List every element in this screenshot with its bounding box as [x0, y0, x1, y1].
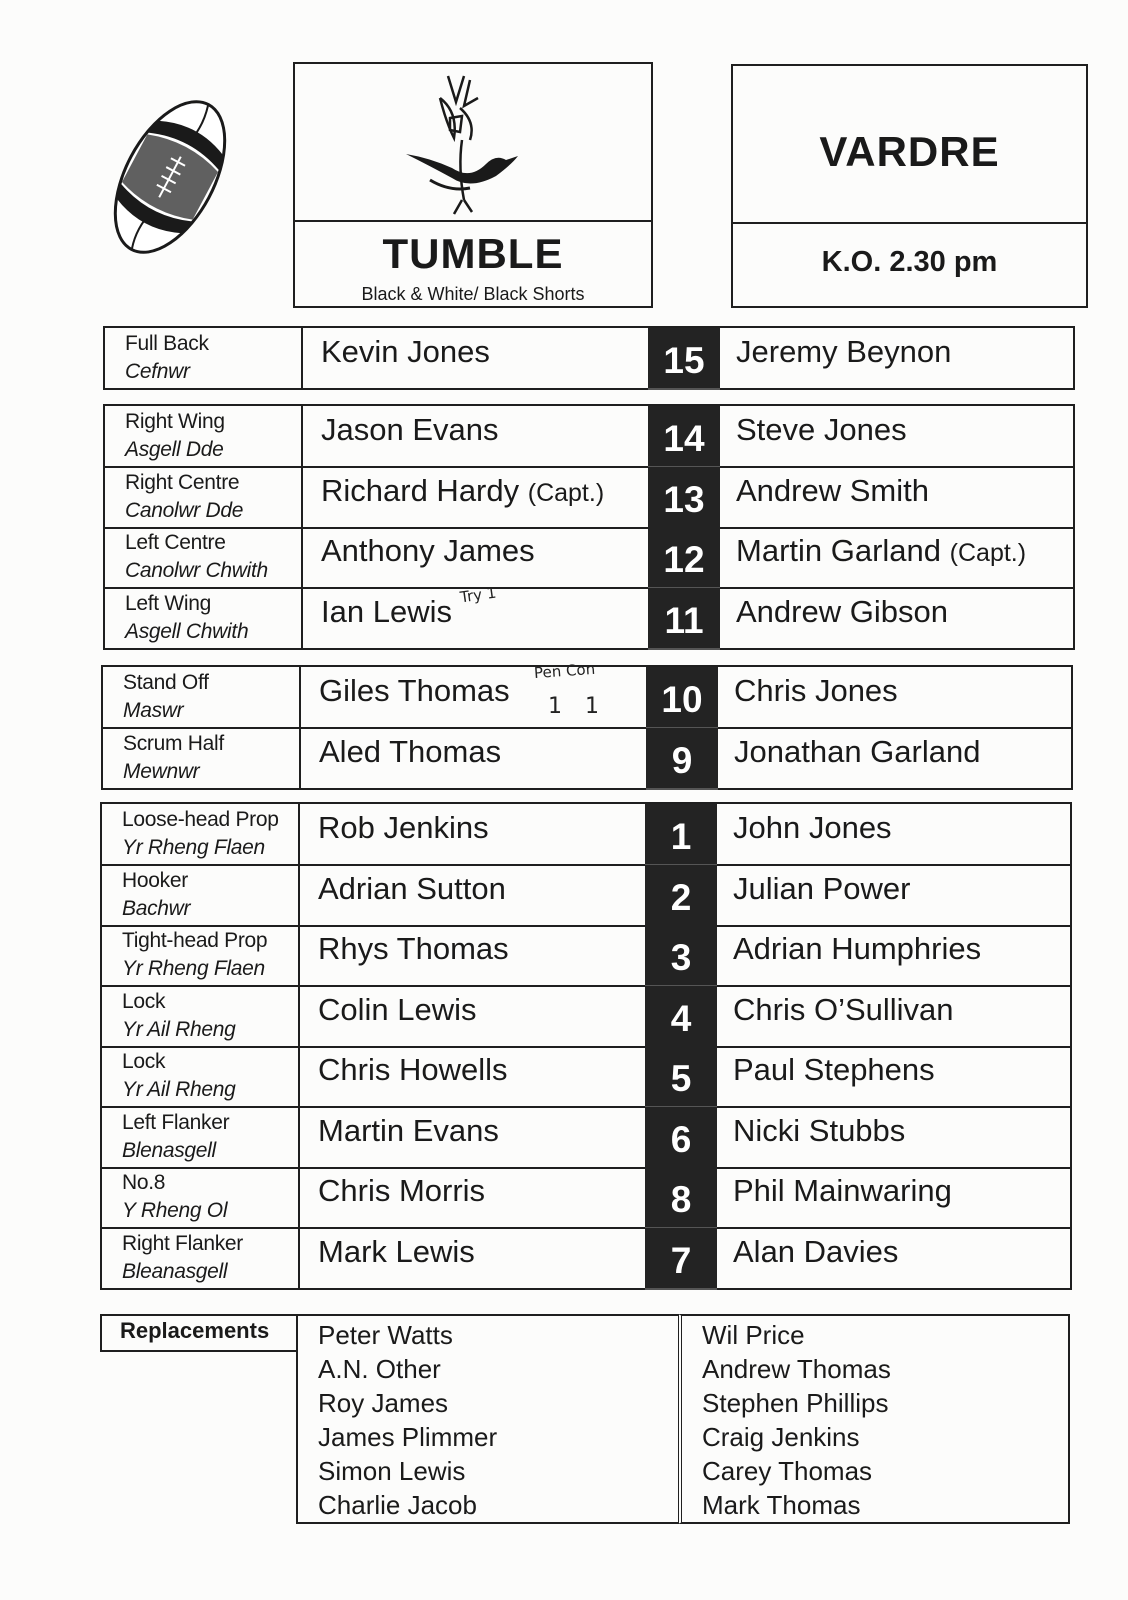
kickoff-time: K.O. 2.30 pm: [821, 246, 998, 278]
jersey-number: 13: [648, 467, 720, 529]
lineup-row: [100, 1167, 1072, 1229]
home-replacement-player: Roy James: [318, 1388, 449, 1418]
position-english: Right Flanker: [122, 1231, 243, 1255]
jersey-number: 3: [645, 925, 717, 987]
lineup-row: [100, 925, 1072, 987]
away-player-name: Chris O’Sullivan: [733, 991, 954, 1027]
away-replacements-box: [678, 1314, 1070, 1524]
handwritten-pen-con-note: Pen Con: [533, 659, 596, 683]
jersey-number: 10: [646, 667, 718, 729]
home-player-name: Chris Morris: [318, 1173, 486, 1208]
home-player: [303, 406, 648, 468]
lineup-row: [103, 588, 1075, 650]
jersey-number: 8: [645, 1167, 717, 1229]
position-welsh: Blenasgell: [122, 1138, 216, 1162]
home-player: [303, 527, 648, 589]
away-player-name: Alan Davies: [733, 1233, 899, 1269]
position-english: No.8: [122, 1171, 166, 1194]
lineup-row: [100, 986, 1072, 1048]
jersey-number: 9: [646, 728, 718, 790]
lineup-row: [100, 1107, 1072, 1169]
lineup-row: [103, 527, 1075, 589]
home-player-name: Colin Lewis: [318, 991, 477, 1027]
position-cell: [103, 406, 303, 468]
home-player: [300, 1167, 645, 1229]
position-cell: [100, 865, 300, 927]
jersey-number: 14: [648, 406, 720, 468]
home-team-header: [293, 62, 653, 308]
position-english: Right Wing: [125, 410, 225, 433]
away-replacement-player: Mark Thomas: [702, 1490, 861, 1520]
jersey-number: 2: [645, 865, 717, 927]
handwritten-try-note: Try 1: [458, 583, 498, 607]
position-welsh: Canolwr Dde: [125, 498, 244, 522]
position-cell: [100, 1046, 300, 1108]
away-player: [717, 1046, 1072, 1108]
position-cell: [100, 1167, 300, 1229]
lineup-row: [100, 865, 1072, 927]
jersey-number: 4: [645, 986, 717, 1048]
away-player-name: Nicki Stubbs: [733, 1112, 906, 1148]
position-welsh: Yr Rheng Flaen: [122, 957, 265, 980]
position-welsh: Y Rheng Ol: [122, 1199, 228, 1222]
home-team-colours: Black & White/ Black Shorts: [361, 284, 585, 304]
home-player: [303, 467, 648, 529]
lineup-row: [100, 1228, 1072, 1290]
away-team-header: [731, 64, 1088, 308]
position-cell: [103, 328, 303, 390]
position-english: Right Centre: [125, 470, 240, 494]
position-english: Lock: [122, 989, 166, 1013]
jersey-number: 12: [648, 527, 720, 589]
position-cell: [100, 986, 300, 1048]
home-replacement-player: Peter Watts: [318, 1320, 453, 1350]
lineup-row: [103, 406, 1075, 468]
home-player-name: Chris Howells: [318, 1052, 508, 1087]
home-player-name: Martin Evans: [318, 1112, 499, 1148]
home-replacement-player: James Plimmer: [318, 1422, 498, 1452]
away-player: [720, 527, 1075, 589]
away-player-name: Chris Jones: [734, 673, 898, 708]
position-welsh: Cefnwr: [125, 360, 190, 383]
away-player-name: Andrew Smith: [736, 472, 929, 508]
position-welsh: Asgell Dde: [125, 438, 224, 461]
home-player: [300, 1107, 645, 1169]
away-player-name: John Jones: [733, 810, 892, 845]
away-player-name: Jonathan Garland: [734, 733, 981, 769]
away-player-name: Paul Stephens: [733, 1052, 935, 1087]
away-replacement-player: Wil Price: [702, 1320, 805, 1350]
away-player-name: Andrew Gibson: [736, 593, 948, 629]
position-cell: [100, 1107, 300, 1169]
jersey-number: 7: [645, 1228, 717, 1290]
home-captain-mark: (Capt.): [527, 478, 605, 507]
position-english: Left Wing: [125, 591, 212, 615]
position-english: Tight-head Prop: [122, 929, 268, 952]
away-replacement-player: Carey Thomas: [702, 1456, 873, 1486]
replacements-title: Replacements: [120, 1318, 270, 1343]
away-player-name: Adrian Humphries: [733, 931, 982, 966]
position-english: Hooker: [122, 868, 188, 892]
home-replacement-player: A.N. Other: [318, 1354, 441, 1384]
away-player: [717, 986, 1072, 1048]
away-replacement-player: Craig Jenkins: [702, 1422, 860, 1452]
home-player: [300, 1228, 645, 1290]
position-cell: [100, 804, 300, 866]
away-player: [720, 588, 1075, 650]
away-player-name: Phil Mainwaring: [733, 1173, 952, 1208]
position-cell: [100, 925, 300, 987]
home-player-name: Ian Lewis: [321, 593, 452, 629]
lineup-row: [100, 1046, 1072, 1108]
lineup-row: [103, 467, 1075, 529]
home-player-name: Richard Hardy: [321, 472, 520, 508]
position-welsh: Yr Ail Rheng: [122, 1017, 236, 1041]
position-welsh: Bleanasgell: [122, 1259, 228, 1283]
position-cell: [103, 588, 303, 650]
position-welsh: Canolwr Chwith: [125, 559, 268, 582]
home-player-name: Giles Thomas: [319, 673, 510, 708]
away-player: [718, 728, 1073, 790]
away-player: [720, 406, 1075, 468]
away-player: [717, 1228, 1072, 1290]
handwritten-pen-con-tally: 1 1: [548, 694, 599, 719]
replacements-label: [100, 1314, 298, 1352]
away-player-name: Martin Garland: [736, 533, 942, 568]
position-cell: [100, 1228, 300, 1290]
home-player-name: Aled Thomas: [319, 733, 502, 769]
position-english: Lock: [122, 1050, 166, 1073]
home-player: [303, 328, 648, 390]
home-player-name: Anthony James: [321, 533, 535, 568]
position-cell: [103, 527, 303, 589]
away-player-name: Julian Power: [733, 870, 911, 906]
away-player: [720, 467, 1075, 529]
jersey-number: 5: [645, 1046, 717, 1108]
home-player: [300, 925, 645, 987]
home-player-name: Jason Evans: [321, 412, 499, 447]
home-player-name: Adrian Sutton: [318, 870, 506, 906]
home-player: [300, 986, 645, 1048]
home-player: [301, 728, 646, 790]
away-player: [720, 328, 1075, 390]
jersey-number: 6: [645, 1107, 717, 1169]
lineup-row: [101, 728, 1073, 790]
position-welsh: Maswr: [123, 699, 184, 722]
jersey-number: 15: [648, 328, 720, 390]
position-welsh: Bachwr: [122, 896, 191, 920]
position-cell: [101, 728, 301, 790]
jersey-number: 11: [648, 588, 720, 650]
position-welsh: Yr Rheng Flaen: [122, 836, 265, 859]
position-english: Loose-head Prop: [122, 808, 279, 831]
position-cell: [103, 467, 303, 529]
position-welsh: Mewnwr: [123, 759, 200, 783]
home-player: [300, 865, 645, 927]
position-welsh: Yr Ail Rheng: [122, 1078, 236, 1101]
home-player-name: Rob Jenkins: [318, 810, 489, 845]
lineup-row: [100, 804, 1072, 866]
away-player-name: Steve Jones: [736, 412, 907, 447]
rugby-ball-icon: [100, 88, 240, 266]
home-player-name: Rhys Thomas: [318, 931, 509, 966]
away-captain-mark: (Capt.): [949, 539, 1027, 567]
away-player: [717, 804, 1072, 866]
home-team-name: TUMBLE: [382, 230, 564, 277]
home-player-name: Kevin Jones: [321, 334, 490, 369]
away-player: [718, 667, 1073, 729]
position-cell: [101, 667, 301, 729]
away-player: [717, 1167, 1072, 1229]
jersey-number: 1: [645, 804, 717, 866]
position-english: Full Back: [125, 332, 209, 355]
lineup-row: [103, 328, 1075, 390]
away-replacement-player: Andrew Thomas: [702, 1354, 891, 1384]
away-replacement-player: Stephen Phillips: [702, 1388, 889, 1418]
home-replacement-player: Simon Lewis: [318, 1456, 466, 1486]
position-english: Left Flanker: [122, 1110, 230, 1134]
home-replacement-player: Charlie Jacob: [318, 1490, 477, 1520]
away-player: [717, 925, 1072, 987]
position-english: Scrum Half: [123, 731, 224, 755]
home-player: [300, 1046, 645, 1108]
daffodil-bird-emblem-icon: [400, 68, 520, 216]
position-welsh: Asgell Chwith: [125, 619, 249, 643]
home-player: [300, 804, 645, 866]
home-replacements-box: [296, 1314, 678, 1524]
home-player-name: Mark Lewis: [318, 1233, 475, 1269]
away-player-name: Jeremy Beynon: [736, 334, 952, 369]
away-player: [717, 865, 1072, 927]
position-english: Stand Off: [123, 671, 209, 694]
away-player: [717, 1107, 1072, 1169]
position-english: Left Centre: [125, 531, 226, 554]
away-team-name: VARDRE: [819, 128, 1000, 175]
